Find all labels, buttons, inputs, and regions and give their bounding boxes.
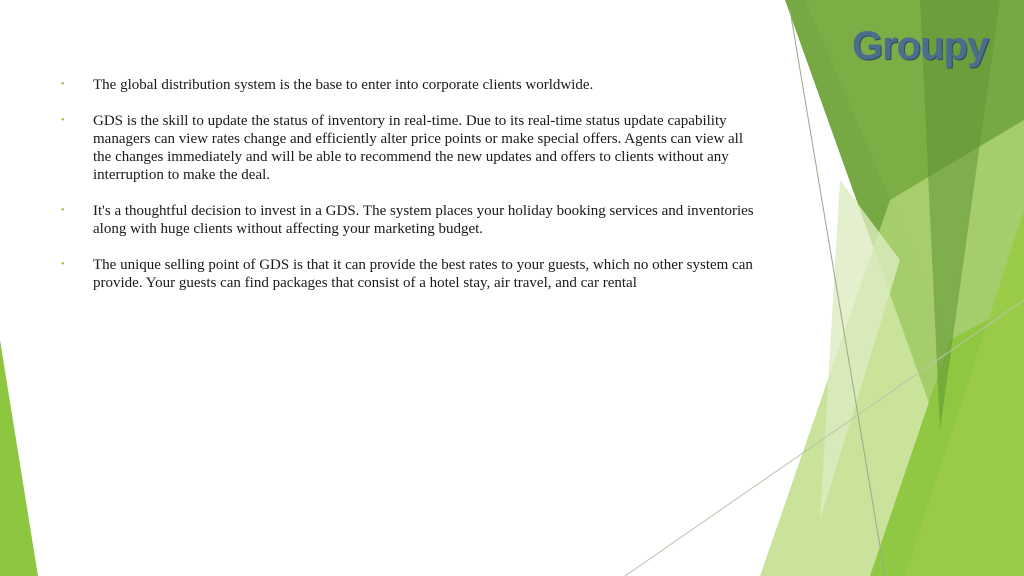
bullet-text: GDS is the skill to update the status of inventory in real-time. Due to its real-time status update capability managers can view rates change and efficiently alter price points or make special offers. Agents can view all the changes immediately and will be able to recommend the new updates and offers to clients without any interruption to make the deal. — [93, 113, 744, 183]
bullet-item — [56, 76, 756, 94]
bullet-marker: • — [61, 115, 65, 126]
groupy-logo — [852, 26, 988, 66]
bullet-list — [56, 76, 756, 310]
bullet-marker: • — [61, 79, 65, 90]
bullet-text: The unique selling point of GDS is that it can provide the best rates to your guests, which no other system can provide. Your guests can find packages that consist of a hotel stay, air travel, and car rental — [93, 257, 753, 291]
logo-text: Groupy — [852, 24, 989, 68]
bullet-text: It's a thoughtful decision to invest in a GDS. The system places your holiday booking services and inventories along with huge clients without affecting your marketing budget. — [93, 203, 754, 237]
bullet-marker: • — [61, 205, 65, 216]
bullet-item — [56, 256, 756, 292]
bullet-item — [56, 202, 756, 238]
bullet-marker: • — [61, 259, 65, 270]
bullet-text: The global distribution system is the base to enter into corporate clients worldwide. — [93, 77, 594, 93]
bullet-item — [56, 112, 756, 184]
left-green-shape — [0, 340, 38, 576]
